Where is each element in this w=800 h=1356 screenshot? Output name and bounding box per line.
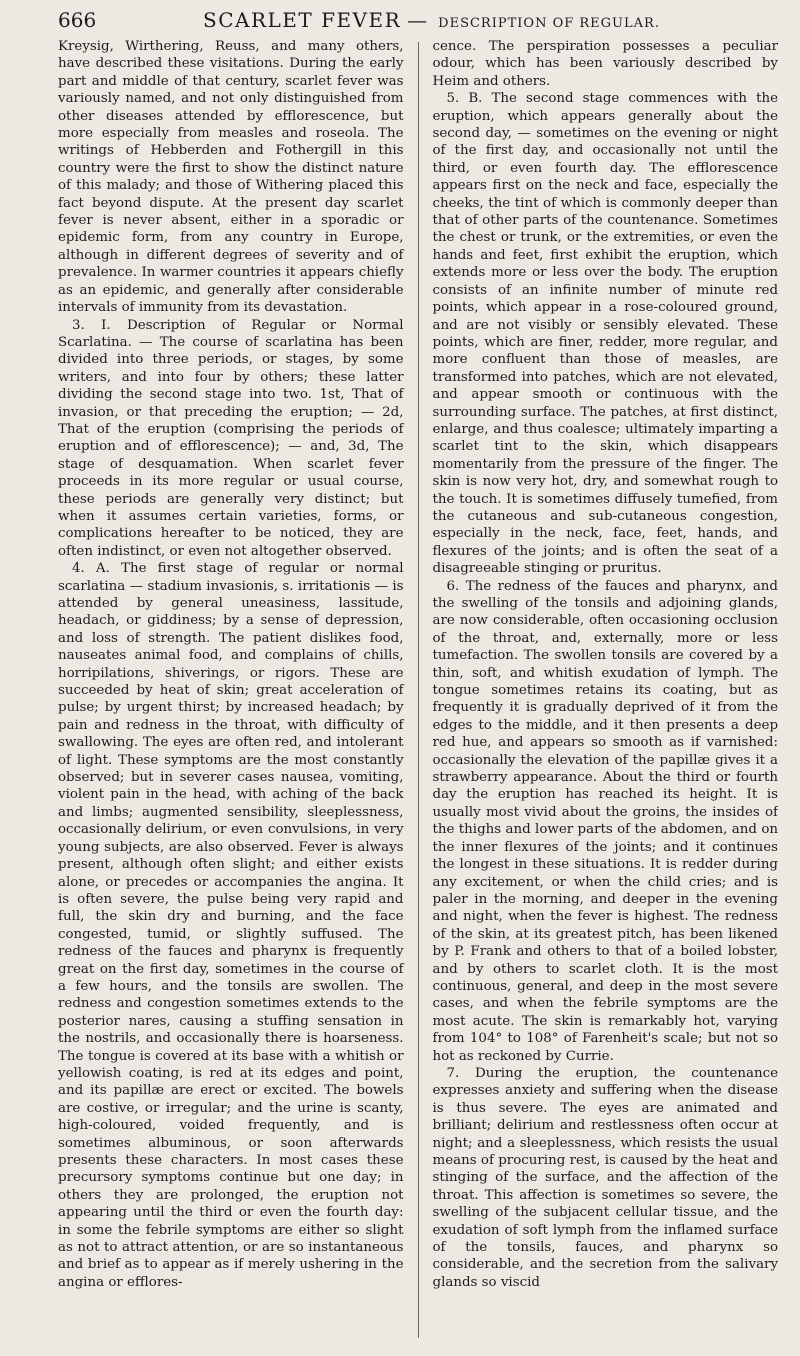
running-head-dash: — xyxy=(407,8,429,32)
text-columns xyxy=(58,38,778,1338)
paragraph: 7. During the eruption, the countenance expresses anxiety and suffering when the disease is thus severe. The eyes are animated and brilliant; delirium and restlessness often occur at night; and a sleeplessness, which resists the usual means of procuring rest, is caused by the heat and stinging of the surface, and the affection of the throat. This affection is sometimes so severe, the swelling of the subjacent cellular tissue, and the exudation of soft lymph from the inflamed surface of the tonsils, fauces, and pharynx so considerable, and the secretion from the salivary glands so viscid xyxy=(432,1065,778,1290)
right-column xyxy=(433,38,779,1338)
paragraph: cence. The perspiration possesses a peculiar odour, which has been variously described by Heim and others. xyxy=(432,39,778,89)
left-column xyxy=(58,38,404,1338)
page-number: 666 xyxy=(58,8,97,32)
running-head-subtitle: DESCRIPTION OF REGULAR. xyxy=(438,16,660,31)
paragraph: 5. B. The second stage commences with the eruption, which appears generally about the second day, — sometimes on the evening or night of the first day, and occasionally not until the third, or even fourth day. The efflorescence appears first on the neck and face, especially the cheeks, the tint of which is commonly deeper than that of other parts of the countenance. Sometimes the chest or trunk, or the extremities, or even the hands and feet, first exhibit the eruption, which extends more or less over the body. The eruption consists of an infinite number of minute red points, which appear in a rose-coloured ground, and are not visibly or sensibly elevated. These points, which are finer, redder, more regular, and more confluent than those of measles, are transformed into patches, which are not elevated, and appear smooth or continuous with the surrounding surface. The patches, at first distinct, enlarge, and thus coalesce; ultimately imparting a scarlet tint to the skin, which disappears momentarily from the pressure of the finger. The skin is now very hot, dry, and somewhat rough to the touch. It is sometimes diffusely tumefied, from the cutaneous and sub-cutaneous congestion, especially in the neck, face, feet, hands, and flexures of the joints; and is often the seat of a disagreeable stinging or pruritus. xyxy=(432,91,778,577)
paragraph: 6. The redness of the fauces and pharynx, and the swelling of the tonsils and adjoining glands, are now considerable, often occasioning occlusion of the throat, and, externally, more or less tumefaction. The swollen tonsils are covered by a thin, soft, and whitish exudation of lymph. The tongue sometimes retains its coating, but as frequently it is gradually deprived of it from the edges to the middle, and it then presents a deep red hue, and appears so smooth as if varnished: occasionally the elevation of the papillæ gives it a strawberry appearance. About the third or fourth day the eruption has reached its height. It is usually most vivid about the groins, the insides of the thighs and lower parts of the abdomen, and on the inner flexures of the joints; and it continues the longest in these situations. It is redder during any excitement, or when the child cries; and is paler in the morning, and deeper in the evening and night, when the fever is highest. The redness of the skin, at its greatest pitch, has been likened by P. Frank and others to that of a boiled lobster, and by others to scarlet cloth. It is the most continuous, general, and deep in the most severe cases, and when the febrile symptoms are the most acute. The skin is remarkably hot, varying from 104° to 108° of Farenheit's scale; but not so hot as reckoned by Currie. xyxy=(432,578,778,1064)
paragraph: Kreysig, Wirthering, Reuss, and many others, have described these visitations. During the early part and middle of that century, scarlet fever was variously named, and not only distinguished from other diseases attended by efflorescence, but more especially from measles and roseola. The writings of Hebberden and Fothergill in this country were the first to show the distinct nature of this malady; and those of Withering placed this fact beyond dispute. At the present day scarlet fever is never absent, either in a sporadic or epidemic form, from any country in Europe, although in different degrees of severity and of prevalence. In warmer countries it appears chiefly as an epidemic, and generally after considerable intervals of immunity from its devastation. xyxy=(58,39,404,316)
paragraph: 4. A. The first stage of regular or normal scarlatina — stadium invasionis, s. irritationis — is attended by general uneasiness, lassitude, headach, or giddiness; by a sense of depression, and loss of strength. The patient dislikes food, nauseates animal food, and complains of chills, horripilations, shiverings, or rigors. These are succeeded by heat of skin; great acceleration of pulse; by urgent thirst; by increased headach; by pain and redness in the throat, with difficulty of swallowing. The eyes are often red, and intolerant of light. These symptoms are the most constantly observed; but in severer cases nausea, vomiting, violent pain in the head, with aching of the back and limbs; augmented sensibility, sleeplessness, occasionally delirium, or even convulsions, in very young subjects, are also observed. Fever is always present, although often slight; and either exists alone, or precedes or accompanies the angina. It is often severe, the pulse being very rapid and full, the skin dry and burning, and the face congested, tumid, or slightly suffused. The redness of the fauces and pharynx is frequently great on the first day, sometimes in the course of a few hours, and the tonsils are swollen. The redness and congestion sometimes extends to the posterior nares, causing a stuffing sensation in the nostrils, and occasionally there is hoarseness. The tongue is covered at its base with a whitish or yellowish coating, is red at its edges and point, and its papillæ are erect or excited. The bowels are costive, or irregular; and the urine is scanty, high-coloured, voided frequently, and is sometimes albuminous, or soon afterwards presents these characters. In most cases these precursory symptoms continue but one day; in others they are prolonged, the eruption not appearing until the third or even the fourth day: in some the febrile symptoms are either so slight as not to attract attention, or are so instantaneous and brief as to appear as if merely ushering in the angina or efflores- xyxy=(58,561,404,1290)
page-header xyxy=(58,8,760,40)
running-head-title: SCARLET FEVER xyxy=(203,8,402,32)
column-rule xyxy=(418,42,419,1338)
paragraph: 3. I. Description of Regular or Normal Scarlatina. — The course of scarlatina has been divided into three periods, or stages, by some writers, and into four by others; these latter dividing the second stage into two. 1st, That of invasion, or that preceding the eruption; — 2d, That of the eruption (comprising the periods of eruption and of efflorescence); — and, 3d, The stage of desquamation. When scarlet fever proceeds in its more regular or usual course, these periods are generally very distinct; but when it assumes certain varieties, forms, or complications hereafter to be noticed, they are often indistinct, or even not altogether observed. xyxy=(58,317,404,559)
